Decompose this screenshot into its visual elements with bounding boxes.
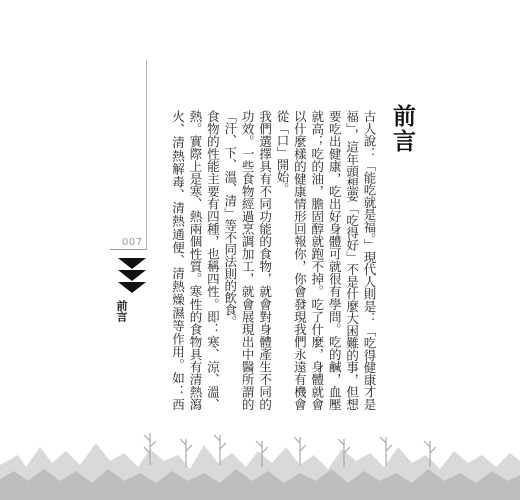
- paragraph-3: 食物的性能主要有四種，也稱四性。即：寒、涼、溫、熱。實際上是寒、熱兩個性質。寒性的食物具有清熱瀉火、清熱解毒、清熱通便、清熱燥濕等作用。如：西: [170, 110, 221, 410]
- section-arrows-icon: [118, 258, 148, 294]
- section-tab-label: 前言: [115, 300, 128, 322]
- margin-vertical-rule: [146, 60, 147, 250]
- page-number: 007: [122, 237, 143, 248]
- body-text: [170, 110, 378, 410]
- paragraph-2: 我們選擇具有不同功能的食物，就會對身體產生不同的功效。一些食物經過烹調加工，就會展現出中醫所謂的「汗、下、溫、清」等不同法則的飲食。: [222, 110, 273, 410]
- paragraph-1: 古人說：「能吃就是福。」現代人則是：「吃得健康才是福」，這年頭想要「吃得好」不是什麼大困難的事，但想要吃出健康，吃出好身體可就很有學問。吃的鹹，血壓就高；吃的油，膽固醇就跑不掉。吃了什麼，身體就會以什麼樣的健康情形回報你，你會發現我們永遠有機會從「口」開始。: [274, 110, 377, 410]
- chapter-heading: 前言: [389, 104, 415, 154]
- grass-decoration: [0, 425, 520, 500]
- page-number-rule: [110, 249, 146, 250]
